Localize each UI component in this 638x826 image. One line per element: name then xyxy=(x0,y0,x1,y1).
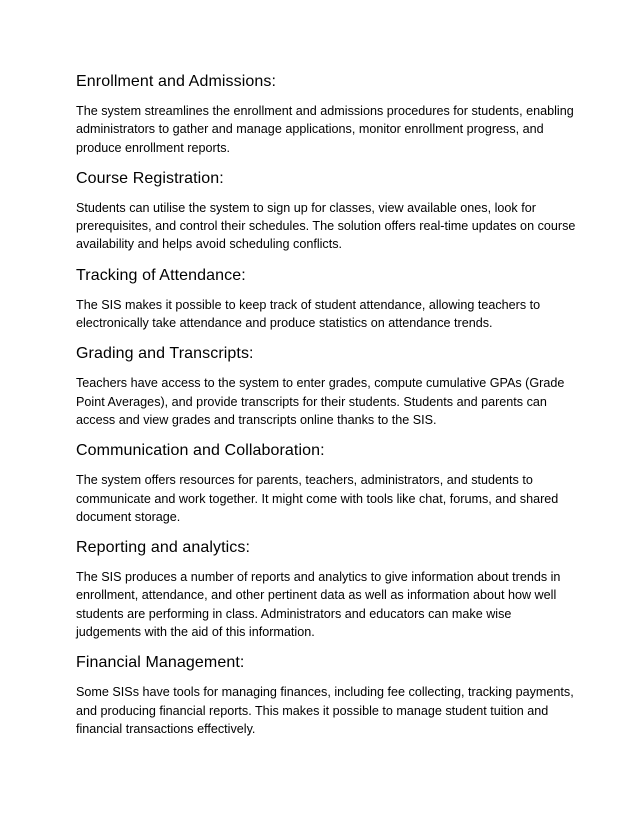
document-page xyxy=(76,72,576,750)
section-paragraph: Some SISs have tools for managing finances, including fee collecting, tracking payments, and producing financial reports. This makes it possible to manage student tuition and financial transactions effectively. xyxy=(76,685,574,736)
section-heading: Communication and Collaboration: xyxy=(76,442,325,460)
section-paragraph: The SIS makes it possible to keep track of student attendance, allowing teachers to electronically take attendance and produce statistics on attendance trends. xyxy=(76,297,541,331)
section-course-registration xyxy=(76,169,576,254)
section-attendance-tracking xyxy=(76,266,576,333)
section-grading-transcripts xyxy=(76,344,576,429)
section-heading: Enrollment and Admissions: xyxy=(76,73,277,90)
section-heading: Grading and Transcripts: xyxy=(76,345,254,363)
section-reporting-analytics xyxy=(76,538,576,641)
section-heading: Tracking of Attendance: xyxy=(76,266,246,284)
section-paragraph: The system offers resources for parents, teachers, administrators, and students to communicate and work together. It might come with tools like chat, forums, and shared document storage. xyxy=(76,473,559,524)
section-enrollment-admissions xyxy=(76,72,576,157)
section-heading: Reporting and analytics: xyxy=(76,539,251,557)
section-paragraph: The SIS produces a number of reports and analytics to give information about trends in enrollment, attendance, and other pertinent data as well as information about how well students are performing in class. Administrators and educators can make wise judgements with the aid of this information. xyxy=(76,570,561,640)
section-heading: Course Registration: xyxy=(76,169,224,187)
section-financial-management xyxy=(76,653,576,738)
section-paragraph: Teachers have access to the system to enter grades, compute cumulative GPAs (Grade Point Averages), and provide transcripts for their students. Students and parents can access and view grades and transcripts online thanks to the SIS. xyxy=(76,376,565,427)
section-communication-collaboration xyxy=(76,441,576,526)
section-paragraph: The system streamlines the enrollment and admissions procedures for students, enabling administrators to gather and manage applications, monitor enrollment progress, and produce enrollment reports. xyxy=(76,104,574,155)
section-paragraph: Students can utilise the system to sign up for classes, view available ones, look for prerequisites, and control their schedules. The solution offers real-time updates on course availability and helps avoid scheduling conflicts. xyxy=(76,200,576,252)
section-heading: Financial Management: xyxy=(76,654,245,672)
